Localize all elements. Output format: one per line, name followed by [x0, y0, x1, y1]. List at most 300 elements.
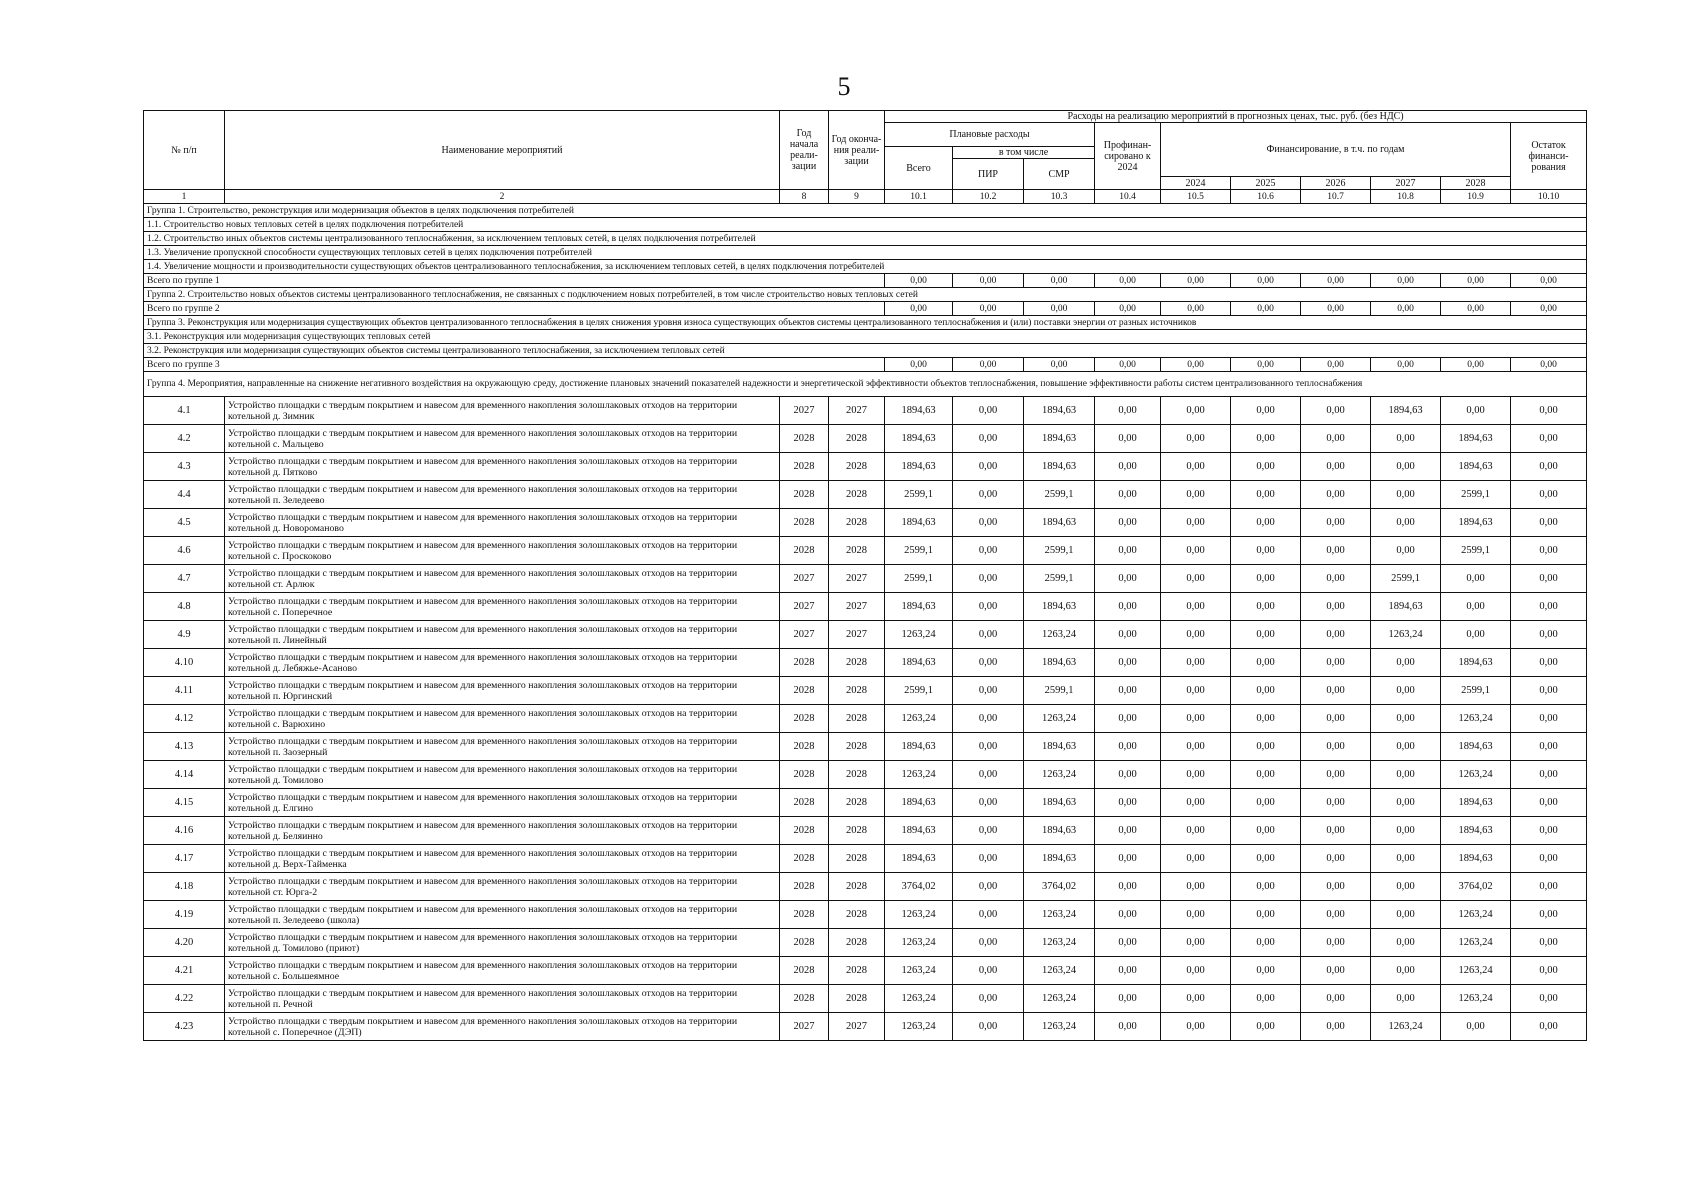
item-2024: 0,00: [1161, 957, 1231, 985]
item-total: 2599,1: [885, 565, 953, 593]
item-end-year: 2028: [829, 733, 885, 761]
item-2026: 0,00: [1301, 677, 1371, 705]
item-2024: 0,00: [1161, 565, 1231, 593]
item-smr: 1263,24: [1024, 761, 1095, 789]
item-2028: 1263,24: [1441, 929, 1511, 957]
item-end-year: 2028: [829, 985, 885, 1013]
item-start-year: 2028: [780, 985, 829, 1013]
item-start-year: 2028: [780, 677, 829, 705]
total-value: 0,00: [1161, 302, 1231, 316]
item-number: 4.23: [144, 1013, 225, 1041]
item-remainder: 0,00: [1511, 873, 1587, 901]
item-prefinanced: 0,00: [1095, 677, 1161, 705]
item-2027: 0,00: [1371, 929, 1441, 957]
header-year: 2026: [1301, 177, 1371, 190]
item-pir: 0,00: [953, 509, 1024, 537]
item-pir: 0,00: [953, 593, 1024, 621]
item-2026: 0,00: [1301, 789, 1371, 817]
item-2024: 0,00: [1161, 481, 1231, 509]
item-remainder: 0,00: [1511, 649, 1587, 677]
item-smr: 1263,24: [1024, 621, 1095, 649]
item-pir: 0,00: [953, 621, 1024, 649]
item-end-year: 2027: [829, 1013, 885, 1041]
item-2025: 0,00: [1231, 1013, 1301, 1041]
item-start-year: 2028: [780, 733, 829, 761]
item-2026: 0,00: [1301, 817, 1371, 845]
item-2025: 0,00: [1231, 425, 1301, 453]
item-2025: 0,00: [1231, 705, 1301, 733]
item-name: Устройство площадки с твердым покрытием и навесом для временного накопления золошлаковых отходов на территории котельной д. Лебяжье-Асаново: [225, 649, 780, 677]
item-pir: 0,00: [953, 705, 1024, 733]
item-2025: 0,00: [1231, 733, 1301, 761]
item-2025: 0,00: [1231, 397, 1301, 425]
item-start-year: 2028: [780, 873, 829, 901]
total-value: 0,00: [1371, 302, 1441, 316]
item-total: 1263,24: [885, 761, 953, 789]
item-smr: 1263,24: [1024, 901, 1095, 929]
item-total: 1263,24: [885, 985, 953, 1013]
item-smr: 1894,63: [1024, 425, 1095, 453]
item-smr: 2599,1: [1024, 677, 1095, 705]
item-2025: 0,00: [1231, 481, 1301, 509]
item-2026: 0,00: [1301, 901, 1371, 929]
item-prefinanced: 0,00: [1095, 565, 1161, 593]
item-smr: 1263,24: [1024, 1013, 1095, 1041]
col-number: 10.9: [1441, 190, 1511, 204]
table-row: [144, 593, 1587, 621]
item-smr: 2599,1: [1024, 565, 1095, 593]
total-label: Всего по группе 3: [144, 358, 885, 372]
item-remainder: 0,00: [1511, 565, 1587, 593]
item-total: 1894,63: [885, 425, 953, 453]
item-smr: 1894,63: [1024, 733, 1095, 761]
item-2028: 1894,63: [1441, 789, 1511, 817]
section-title: 1.1. Строительство новых тепловых сетей в целях подключения потребителей: [144, 218, 1587, 232]
item-smr: 1894,63: [1024, 593, 1095, 621]
item-smr: 1263,24: [1024, 985, 1095, 1013]
item-2025: 0,00: [1231, 649, 1301, 677]
item-2024: 0,00: [1161, 789, 1231, 817]
item-2025: 0,00: [1231, 873, 1301, 901]
section-title: 1.3. Увеличение пропускной способности существующих тепловых сетей в целях подключения потребителей: [144, 246, 1587, 260]
item-end-year: 2028: [829, 453, 885, 481]
col-number: 10.3: [1024, 190, 1095, 204]
item-end-year: 2028: [829, 649, 885, 677]
item-2024: 0,00: [1161, 453, 1231, 481]
header-prefinanced: Профинан-сировано к 2024: [1095, 123, 1161, 190]
item-remainder: 0,00: [1511, 425, 1587, 453]
col-number: 10.10: [1511, 190, 1587, 204]
item-2027: 1894,63: [1371, 397, 1441, 425]
item-name: Устройство площадки с твердым покрытием и навесом для временного накопления золошлаковых отходов на территории котельной д. Томилово: [225, 761, 780, 789]
item-2026: 0,00: [1301, 929, 1371, 957]
table-row: [144, 481, 1587, 509]
item-start-year: 2027: [780, 621, 829, 649]
section-title: 3.2. Реконструкция или модернизация существующих объектов системы централизованного теплоснабжения, за исключением тепловых сетей: [144, 344, 1587, 358]
header-start-year: Год начала реали-зации: [780, 111, 829, 190]
item-prefinanced: 0,00: [1095, 1013, 1161, 1041]
item-number: 4.22: [144, 985, 225, 1013]
total-value: 0,00: [953, 302, 1024, 316]
item-name: Устройство площадки с твердым покрытием и навесом для временного накопления золошлаковых отходов на территории котельной п. Речной: [225, 985, 780, 1013]
table-row: [144, 677, 1587, 705]
item-name: Устройство площадки с твердым покрытием и навесом для временного накопления золошлаковых отходов на территории котельной д. Елгино: [225, 789, 780, 817]
item-prefinanced: 0,00: [1095, 985, 1161, 1013]
item-remainder: 0,00: [1511, 845, 1587, 873]
item-number: 4.13: [144, 733, 225, 761]
item-end-year: 2028: [829, 901, 885, 929]
item-remainder: 0,00: [1511, 929, 1587, 957]
total-value: 0,00: [1511, 274, 1587, 288]
total-value: 0,00: [1511, 302, 1587, 316]
item-prefinanced: 0,00: [1095, 901, 1161, 929]
item-2026: 0,00: [1301, 397, 1371, 425]
table-row: [144, 901, 1587, 929]
item-2027: 0,00: [1371, 677, 1441, 705]
item-2024: 0,00: [1161, 537, 1231, 565]
item-smr: 1894,63: [1024, 789, 1095, 817]
col-number: 2: [225, 190, 780, 204]
item-start-year: 2027: [780, 565, 829, 593]
item-end-year: 2028: [829, 817, 885, 845]
subgroup-heading: [144, 246, 1587, 260]
group-heading: [144, 372, 1587, 397]
item-2027: 2599,1: [1371, 565, 1441, 593]
item-start-year: 2028: [780, 789, 829, 817]
item-number: 4.21: [144, 957, 225, 985]
item-pir: 0,00: [953, 397, 1024, 425]
item-2024: 0,00: [1161, 733, 1231, 761]
item-remainder: 0,00: [1511, 481, 1587, 509]
item-2027: 0,00: [1371, 509, 1441, 537]
item-prefinanced: 0,00: [1095, 817, 1161, 845]
item-name: Устройство площадки с твердым покрытием и навесом для временного накопления золошлаковых отходов на территории котельной д. Беляинно: [225, 817, 780, 845]
item-2025: 0,00: [1231, 621, 1301, 649]
item-2027: 1894,63: [1371, 593, 1441, 621]
item-2028: 1263,24: [1441, 985, 1511, 1013]
total-value: 0,00: [1095, 358, 1161, 372]
item-total: 1894,63: [885, 733, 953, 761]
item-number: 4.17: [144, 845, 225, 873]
item-2024: 0,00: [1161, 845, 1231, 873]
total-value: 0,00: [1441, 302, 1511, 316]
total-value: 0,00: [1231, 302, 1301, 316]
item-2025: 0,00: [1231, 537, 1301, 565]
table-row: [144, 509, 1587, 537]
item-2028: 1894,63: [1441, 845, 1511, 873]
item-pir: 0,00: [953, 565, 1024, 593]
item-remainder: 0,00: [1511, 705, 1587, 733]
item-2025: 0,00: [1231, 593, 1301, 621]
total-value: 0,00: [1231, 274, 1301, 288]
item-total: 1263,24: [885, 1013, 953, 1041]
table-row: [144, 397, 1587, 425]
total-value: 0,00: [1231, 358, 1301, 372]
table-row: [144, 425, 1587, 453]
total-value: 0,00: [953, 358, 1024, 372]
col-number: 10.1: [885, 190, 953, 204]
item-end-year: 2028: [829, 845, 885, 873]
item-number: 4.8: [144, 593, 225, 621]
total-value: 0,00: [885, 358, 953, 372]
table-row: [144, 1013, 1587, 1041]
item-2025: 0,00: [1231, 453, 1301, 481]
item-pir: 0,00: [953, 761, 1024, 789]
item-2028: 2599,1: [1441, 537, 1511, 565]
item-prefinanced: 0,00: [1095, 537, 1161, 565]
column-numbers-row: [144, 190, 1587, 204]
item-2028: 2599,1: [1441, 481, 1511, 509]
table-row: [144, 845, 1587, 873]
item-start-year: 2028: [780, 929, 829, 957]
item-total: 2599,1: [885, 537, 953, 565]
item-2028: 0,00: [1441, 397, 1511, 425]
table-row: [144, 453, 1587, 481]
item-2026: 0,00: [1301, 509, 1371, 537]
item-2024: 0,00: [1161, 761, 1231, 789]
item-2026: 0,00: [1301, 453, 1371, 481]
item-prefinanced: 0,00: [1095, 425, 1161, 453]
item-2026: 0,00: [1301, 985, 1371, 1013]
subgroup-heading: [144, 330, 1587, 344]
section-title: Группа 2. Строительство новых объектов системы централизованного теплоснабжения, не связанных с подключением новых потребителей, в том числе строительство новых тепловых сетей: [144, 288, 1587, 302]
item-number: 4.2: [144, 425, 225, 453]
total-label: Всего по группе 2: [144, 302, 885, 316]
item-remainder: 0,00: [1511, 677, 1587, 705]
header-pir: ПИР: [953, 159, 1024, 190]
item-2026: 0,00: [1301, 537, 1371, 565]
item-pir: 0,00: [953, 1013, 1024, 1041]
item-2026: 0,00: [1301, 425, 1371, 453]
item-2024: 0,00: [1161, 985, 1231, 1013]
header-end-year: Год оконча-ния реали-зации: [829, 111, 885, 190]
item-end-year: 2028: [829, 761, 885, 789]
item-start-year: 2028: [780, 425, 829, 453]
item-smr: 1263,24: [1024, 929, 1095, 957]
item-name: Устройство площадки с твердым покрытием и навесом для временного накопления золошлаковых отходов на территории котельной с. Поперечное (ДЭП): [225, 1013, 780, 1041]
item-2027: 0,00: [1371, 537, 1441, 565]
item-remainder: 0,00: [1511, 453, 1587, 481]
item-remainder: 0,00: [1511, 985, 1587, 1013]
item-remainder: 0,00: [1511, 957, 1587, 985]
item-smr: 1263,24: [1024, 705, 1095, 733]
item-pir: 0,00: [953, 537, 1024, 565]
total-value: 0,00: [1024, 274, 1095, 288]
item-number: 4.19: [144, 901, 225, 929]
item-2027: 0,00: [1371, 481, 1441, 509]
item-number: 4.3: [144, 453, 225, 481]
header-num: № п/п: [144, 111, 225, 190]
item-number: 4.7: [144, 565, 225, 593]
section-title: Группа 3. Реконструкция или модернизация существующих объектов централизованного теплоснабжения в целях снижения уровня износа существующих объектов системы централизованного теплоснабжения и (или) поставки энергии от разных источников: [144, 316, 1587, 330]
item-2028: 0,00: [1441, 621, 1511, 649]
item-smr: 1263,24: [1024, 957, 1095, 985]
item-2025: 0,00: [1231, 985, 1301, 1013]
group-total-row: [144, 358, 1587, 372]
item-start-year: 2028: [780, 957, 829, 985]
item-remainder: 0,00: [1511, 621, 1587, 649]
col-number: 1: [144, 190, 225, 204]
page-number: 5: [837, 72, 851, 101]
group-heading: [144, 204, 1587, 218]
item-prefinanced: 0,00: [1095, 593, 1161, 621]
item-end-year: 2028: [829, 957, 885, 985]
item-prefinanced: 0,00: [1095, 397, 1161, 425]
item-number: 4.14: [144, 761, 225, 789]
item-start-year: 2028: [780, 705, 829, 733]
item-2025: 0,00: [1231, 957, 1301, 985]
item-prefinanced: 0,00: [1095, 453, 1161, 481]
table-header: [144, 111, 1587, 190]
item-2028: 1894,63: [1441, 733, 1511, 761]
total-value: 0,00: [953, 274, 1024, 288]
item-smr: 1894,63: [1024, 397, 1095, 425]
item-smr: 1894,63: [1024, 845, 1095, 873]
item-smr: 2599,1: [1024, 537, 1095, 565]
item-total: 1894,63: [885, 649, 953, 677]
item-smr: 3764,02: [1024, 873, 1095, 901]
header-smr: СМР: [1024, 159, 1095, 190]
item-name: Устройство площадки с твердым покрытием и навесом для временного накопления золошлаковых отходов на территории котельной с. Проскоково: [225, 537, 780, 565]
item-name: Устройство площадки с твердым покрытием и навесом для временного накопления золошлаковых отходов на территории котельной ст. Арлюк: [225, 565, 780, 593]
total-value: 0,00: [1371, 358, 1441, 372]
item-2027: 0,00: [1371, 985, 1441, 1013]
col-number: 10.7: [1301, 190, 1371, 204]
item-start-year: 2028: [780, 481, 829, 509]
item-end-year: 2028: [829, 677, 885, 705]
total-value: 0,00: [1161, 358, 1231, 372]
subgroup-heading: [144, 344, 1587, 358]
item-number: 4.9: [144, 621, 225, 649]
item-number: 4.4: [144, 481, 225, 509]
item-start-year: 2027: [780, 1013, 829, 1041]
col-number: 10.5: [1161, 190, 1231, 204]
section-title: 3.1. Реконструкция или модернизация существующих тепловых сетей: [144, 330, 1587, 344]
item-2027: 0,00: [1371, 789, 1441, 817]
item-2026: 0,00: [1301, 649, 1371, 677]
item-name: Устройство площадки с твердым покрытием и навесом для временного накопления золошлаковых отходов на территории котельной с. Большеямное: [225, 957, 780, 985]
item-2024: 0,00: [1161, 873, 1231, 901]
item-total: 3764,02: [885, 873, 953, 901]
item-pir: 0,00: [953, 677, 1024, 705]
item-total: 1263,24: [885, 929, 953, 957]
item-2027: 0,00: [1371, 733, 1441, 761]
item-number: 4.6: [144, 537, 225, 565]
table-row: [144, 649, 1587, 677]
total-value: 0,00: [1024, 302, 1095, 316]
item-total: 2599,1: [885, 677, 953, 705]
item-2025: 0,00: [1231, 817, 1301, 845]
item-name: Устройство площадки с твердым покрытием и навесом для временного накопления золошлаковых отходов на территории котельной п. Линейный: [225, 621, 780, 649]
item-start-year: 2028: [780, 649, 829, 677]
col-number: 10.6: [1231, 190, 1301, 204]
item-total: 1894,63: [885, 453, 953, 481]
item-2025: 0,00: [1231, 929, 1301, 957]
item-2026: 0,00: [1301, 845, 1371, 873]
total-value: 0,00: [1301, 274, 1371, 288]
item-smr: 2599,1: [1024, 481, 1095, 509]
item-2028: 1894,63: [1441, 453, 1511, 481]
item-number: 4.15: [144, 789, 225, 817]
item-2024: 0,00: [1161, 425, 1231, 453]
item-prefinanced: 0,00: [1095, 649, 1161, 677]
item-2027: 0,00: [1371, 705, 1441, 733]
table-body: [144, 190, 1587, 1041]
total-value: 0,00: [1441, 358, 1511, 372]
item-end-year: 2028: [829, 425, 885, 453]
col-number: 10.8: [1371, 190, 1441, 204]
item-prefinanced: 0,00: [1095, 509, 1161, 537]
item-end-year: 2028: [829, 929, 885, 957]
item-total: 2599,1: [885, 481, 953, 509]
item-smr: 1894,63: [1024, 817, 1095, 845]
item-number: 4.5: [144, 509, 225, 537]
item-2027: 0,00: [1371, 817, 1441, 845]
item-2028: 2599,1: [1441, 677, 1511, 705]
item-2028: 1894,63: [1441, 649, 1511, 677]
item-number: 4.12: [144, 705, 225, 733]
group-total-row: [144, 302, 1587, 316]
table-row: [144, 789, 1587, 817]
item-name: Устройство площадки с твердым покрытием и навесом для временного накопления золошлаковых отходов на территории котельной д. Верх-Тайменка: [225, 845, 780, 873]
table-row: [144, 733, 1587, 761]
item-end-year: 2028: [829, 537, 885, 565]
item-2027: 0,00: [1371, 453, 1441, 481]
section-title: Группа 4. Мероприятия, направленные на снижение негативного воздействия на окружающую среду, достижение плановых значений показателей надежности и энергетической эффективности объектов теплоснабжения, повышение эффективности работы систем централизованного теплоснабжения: [144, 372, 1587, 397]
item-name: Устройство площадки с твердым покрытием и навесом для временного накопления золошлаковых отходов на территории котельной п. Зеледеево: [225, 481, 780, 509]
header-including: в том числе: [953, 147, 1095, 159]
item-remainder: 0,00: [1511, 733, 1587, 761]
item-2027: 1263,24: [1371, 1013, 1441, 1041]
item-pir: 0,00: [953, 817, 1024, 845]
item-remainder: 0,00: [1511, 593, 1587, 621]
item-pir: 0,00: [953, 453, 1024, 481]
item-2026: 0,00: [1301, 957, 1371, 985]
item-end-year: 2028: [829, 509, 885, 537]
item-end-year: 2027: [829, 565, 885, 593]
col-number: 9: [829, 190, 885, 204]
item-number: 4.10: [144, 649, 225, 677]
item-total: 1894,63: [885, 845, 953, 873]
item-2028: 1894,63: [1441, 425, 1511, 453]
item-prefinanced: 0,00: [1095, 761, 1161, 789]
item-name: Устройство площадки с твердым покрытием и навесом для временного накопления золошлаковых отходов на территории котельной ст. Юрга-2: [225, 873, 780, 901]
item-name: Устройство площадки с твердым покрытием и навесом для временного накопления золошлаковых отходов на территории котельной п. Юргинский: [225, 677, 780, 705]
header-year: 2025: [1231, 177, 1301, 190]
item-remainder: 0,00: [1511, 1013, 1587, 1041]
header-planned: Плановые расходы: [885, 123, 1095, 147]
item-2027: 0,00: [1371, 957, 1441, 985]
item-name: Устройство площадки с твердым покрытием и навесом для временного накопления золошлаковых отходов на территории котельной д. Томилово (приют): [225, 929, 780, 957]
total-value: 0,00: [1441, 274, 1511, 288]
col-number: 10.4: [1095, 190, 1161, 204]
item-2024: 0,00: [1161, 509, 1231, 537]
total-value: 0,00: [1095, 274, 1161, 288]
item-pir: 0,00: [953, 873, 1024, 901]
item-remainder: 0,00: [1511, 817, 1587, 845]
item-2028: 1263,24: [1441, 761, 1511, 789]
header-year: 2024: [1161, 177, 1231, 190]
item-2026: 0,00: [1301, 873, 1371, 901]
total-value: 0,00: [1095, 302, 1161, 316]
item-2027: 0,00: [1371, 425, 1441, 453]
item-2025: 0,00: [1231, 845, 1301, 873]
group-heading: [144, 288, 1587, 302]
item-start-year: 2027: [780, 593, 829, 621]
item-2027: 0,00: [1371, 649, 1441, 677]
total-value: 0,00: [1371, 274, 1441, 288]
table-row: [144, 873, 1587, 901]
